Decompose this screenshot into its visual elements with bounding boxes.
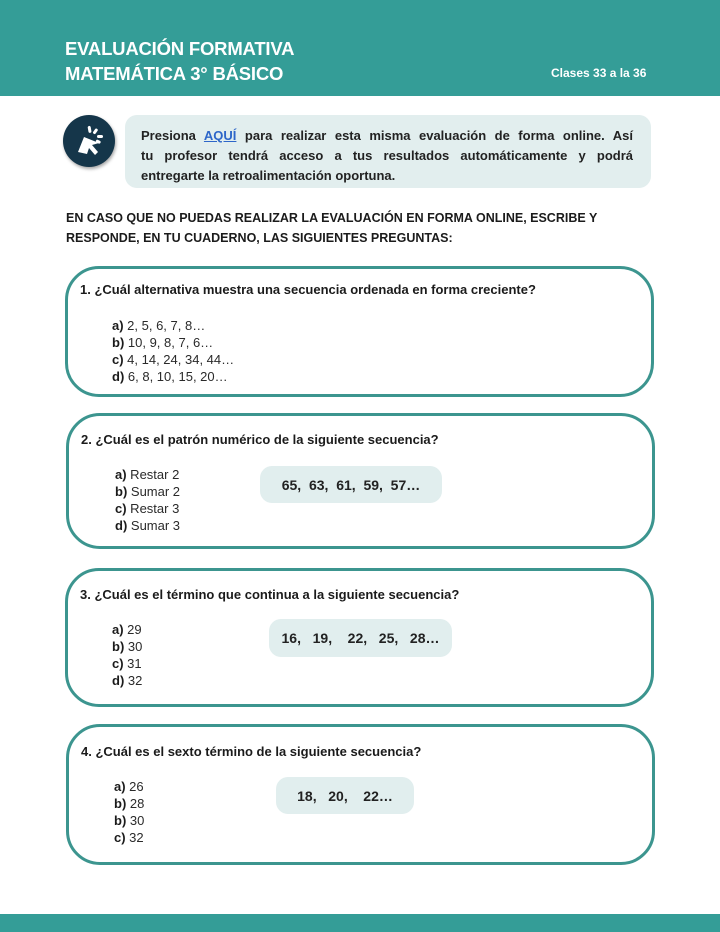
option-text: Sumar 2 [127,484,181,499]
question-4-box [66,724,655,865]
option-text: Restar 3 [126,501,180,516]
option-text: 4, 14, 24, 34, 44… [123,352,235,367]
question-4-options [114,778,144,846]
notice-line-1-rest: para realizar esta misma evaluación de forma online. Así [244,128,633,143]
option-letter: a) [114,779,126,794]
option-letter: d) [112,369,125,384]
cursor-click-icon [63,115,115,167]
option-a [112,621,142,638]
sequence-box: 16, 19, 22, 25, 28… [269,619,452,657]
option-letter: d) [112,673,125,688]
option-b-second [114,812,144,829]
option-letter: c) [114,830,126,845]
title-line-2: MATEMÁTICA 3° BÁSICO [65,63,284,84]
option-b [115,483,180,500]
instructions-text: EN CASO QUE NO PUEDAS REALIZAR LA EVALUACIÓN EN FORMA ONLINE, ESCRIBE Y RESPONDE, EN TU CUADERNO, LAS SIGUIENTES PREGUNTAS: [66,211,598,245]
option-letter: b) [112,639,125,654]
option-text: Sumar 3 [127,518,181,533]
option-letter: b) [114,796,127,811]
online-notice [125,115,651,188]
option-letter: d) [115,518,128,533]
notice-line-3: entregarte la retroalimentación oportuna. [141,168,396,183]
notice-prefix: Presiona [141,128,196,143]
option-b [112,638,142,655]
question-4-title: 4. ¿Cuál es el sexto término de la siguiente secuencia? [81,744,422,759]
option-letter: a) [112,622,124,637]
option-b [114,795,144,812]
option-text: 10, 9, 8, 7, 6… [124,335,214,350]
option-d [112,368,234,385]
option-text: 32 [125,830,144,845]
option-text: 31 [123,656,142,671]
question-2-options [115,466,180,534]
option-a [112,317,234,334]
classes-label: Clases 33 a la 36 [551,66,647,80]
option-text: 30 [126,813,145,828]
option-letter: b) [114,813,127,828]
notice-line-2: tu profesor tendrá acceso a tus resultados automáticamente y podrá [141,148,633,163]
option-text: 6, 8, 10, 15, 20… [124,369,228,384]
question-2-box [66,413,655,549]
option-letter: c) [112,352,124,367]
option-text: 26 [125,779,144,794]
sequence-box: 18, 20, 22… [276,777,414,814]
notice-line-1 [141,126,633,146]
question-3-box [65,568,654,707]
document-title [65,36,294,86]
title-line-1: EVALUACIÓN FORMATIVA [65,38,295,59]
option-c [114,829,144,846]
aqui-link[interactable]: AQUÍ [203,128,237,143]
option-letter: b) [112,335,125,350]
option-c [112,655,142,672]
option-text: 32 [124,673,143,688]
footer-bar [0,914,720,932]
option-letter: b) [115,484,128,499]
question-3-title: 3. ¿Cuál es el término que continua a la siguiente secuencia? [80,587,460,602]
option-letter: c) [115,501,127,516]
question-3-options [112,621,142,689]
option-c [112,351,234,368]
option-letter: a) [115,467,127,482]
option-letter: a) [112,318,124,333]
option-text: 2, 5, 6, 7, 8… [123,318,206,333]
option-text: Restar 2 [126,467,180,482]
option-text: 30 [124,639,143,654]
sequence-box: 65, 63, 61, 59, 57… [260,466,442,503]
question-1-options [112,317,234,385]
option-d [112,672,142,689]
option-b [112,334,234,351]
option-a [114,778,144,795]
option-c [115,500,180,517]
question-2-title: 2. ¿Cuál es el patrón numérico de la siguiente secuencia? [81,432,439,447]
question-1-title: 1. ¿Cuál alternativa muestra una secuencia ordenada en forma creciente? [80,282,536,297]
question-1-box [65,266,654,397]
option-d [115,517,180,534]
option-text: 29 [123,622,142,637]
option-text: 28 [126,796,145,811]
option-a [115,466,180,483]
header-banner [0,0,720,96]
option-letter: c) [112,656,124,671]
